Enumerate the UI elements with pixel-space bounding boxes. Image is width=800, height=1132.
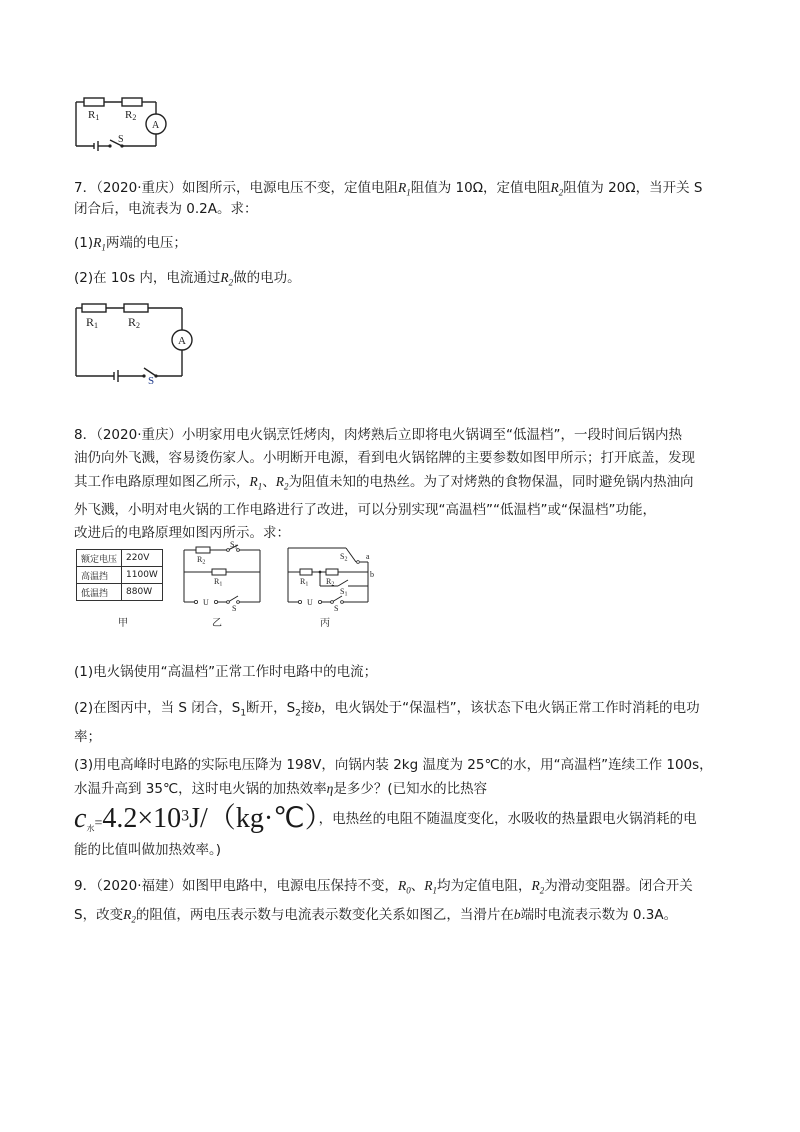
svg-text:R1: R1 (86, 315, 99, 330)
svg-text:A: A (178, 335, 186, 347)
svg-text:S1: S1 (340, 587, 348, 598)
q8-sub3-end: 能的比值叫做加热效率。) (74, 842, 222, 858)
q9-text: 9．（2020·福建）如图甲电路中，电源电压保持不变，$R_0$、$R_1$均为定值电阻，$R_2$为滑动变阻器。闭合开关 S，改变$R_2$的阻值，两电压表示数与电流表示数变化关系如图乙，当滑片在b端时电流表示数为 0.3A。 (74, 878, 693, 925)
q7-sub1: $(1)R_1$两端的电压； (74, 235, 187, 253)
figure-label-yi: 乙 (212, 618, 222, 629)
svg-text:A: A (152, 120, 160, 131)
svg-text:S1: S1 (230, 540, 238, 551)
formula-value: 4.2×10 (102, 803, 182, 834)
svg-text:R1: R1 (88, 109, 100, 122)
svg-text:S: S (334, 604, 339, 612)
svg-text:U: U (203, 598, 209, 607)
formula-unit: J/（kg·℃） (189, 803, 319, 834)
svg-text:R2: R2 (125, 109, 137, 122)
q8-intro: 8．（2020·重庆）小明家用电火锅烹饪烤肉，肉烤熟后立即将电火锅调至“低温档”，一段时间后锅内热 油仍向外飞溅，容易烫伤家人。小明断开电源，看到电火锅铭牌的主要参数如图甲所示；打开底盖，发现 其工作电路原理如图乙所示，$R_1$、$R_2$为阻值未知的电热丝。为了对烤熟的食物保温，同时避免锅内热油向 外飞溅，小明对电火锅的工作电路进行了改进，可以分别实现“高温档”“低温档”或“保温档”功能， 改进后的电路原理如图丙所示。求： (74, 427, 695, 541)
spec-table (76, 549, 163, 601)
svg-text:S: S (118, 134, 124, 145)
q7-sub2: (2)在 10s 内，电流通过$R_2$做的电功。 (74, 270, 301, 288)
svg-text:S2: S2 (340, 552, 348, 563)
svg-text:U: U (307, 598, 313, 607)
svg-text:S: S (148, 375, 155, 384)
svg-text:b: b (370, 570, 374, 579)
svg-text:R2: R2 (326, 577, 335, 588)
table-row: 高温挡 1100W (77, 567, 163, 584)
resistor-r2 (124, 304, 148, 312)
formula-c: c (74, 803, 87, 834)
svg-text:S: S (232, 604, 237, 612)
svg-text:R2: R2 (197, 555, 206, 566)
q8-sub3: (3)用电高峰时电路的实际电压降为 198V，向锅内装 2kg 温度为 25℃的水，用“高温档”连续工作 100s， 水温升高到 35℃，这时电火锅的加热效率η是多少？(已知水的比热容 (74, 757, 713, 797)
resistor-r2 (122, 98, 142, 106)
q7-line1: 7．（2020·重庆）如图所示，电源电压不变，定值电阻$R_1$阻值为 10Ω，定值电阻$R_2$阻值为 20Ω，当开关 S (74, 180, 703, 198)
resistor-r1 (82, 304, 106, 312)
q8-sub2: (2)在图丙中，当 S 闭合，$S_1$断开，$S_2$接b，电火锅处于“保温档”，该状态下电火锅正常工作时消耗的电功 率； (74, 700, 700, 745)
figure-label-bing: 丙 (320, 618, 330, 629)
svg-text:R1: R1 (300, 577, 309, 588)
q8-formula-line: $c_水=4.2\times 10^3J/(kg\cdot℃)^{,电热丝的电阻不随温度变化,水吸收的热量跟电火锅消耗的电}$ (74, 803, 697, 834)
resistor-r1 (84, 98, 104, 106)
q7-line2: 闭合后，电流表为 0.2A。求： (74, 201, 258, 217)
circuit-diagram-yi (180, 540, 266, 612)
q8-sub1: (1)电火锅使用“高温档”正常工作时电路中的电流； (74, 664, 378, 680)
table-row: 低温挡 880W (77, 584, 163, 601)
table-row: 额定电压 220V (77, 550, 163, 567)
figure-label-jia: 甲 (118, 618, 128, 629)
circuit-diagram-top (72, 92, 182, 154)
circuit-diagram-q7 (72, 300, 202, 384)
svg-text:R1: R1 (214, 577, 223, 588)
svg-text:a: a (366, 552, 370, 561)
svg-text:R2: R2 (128, 315, 141, 330)
circuit-diagram-bing (284, 540, 376, 612)
